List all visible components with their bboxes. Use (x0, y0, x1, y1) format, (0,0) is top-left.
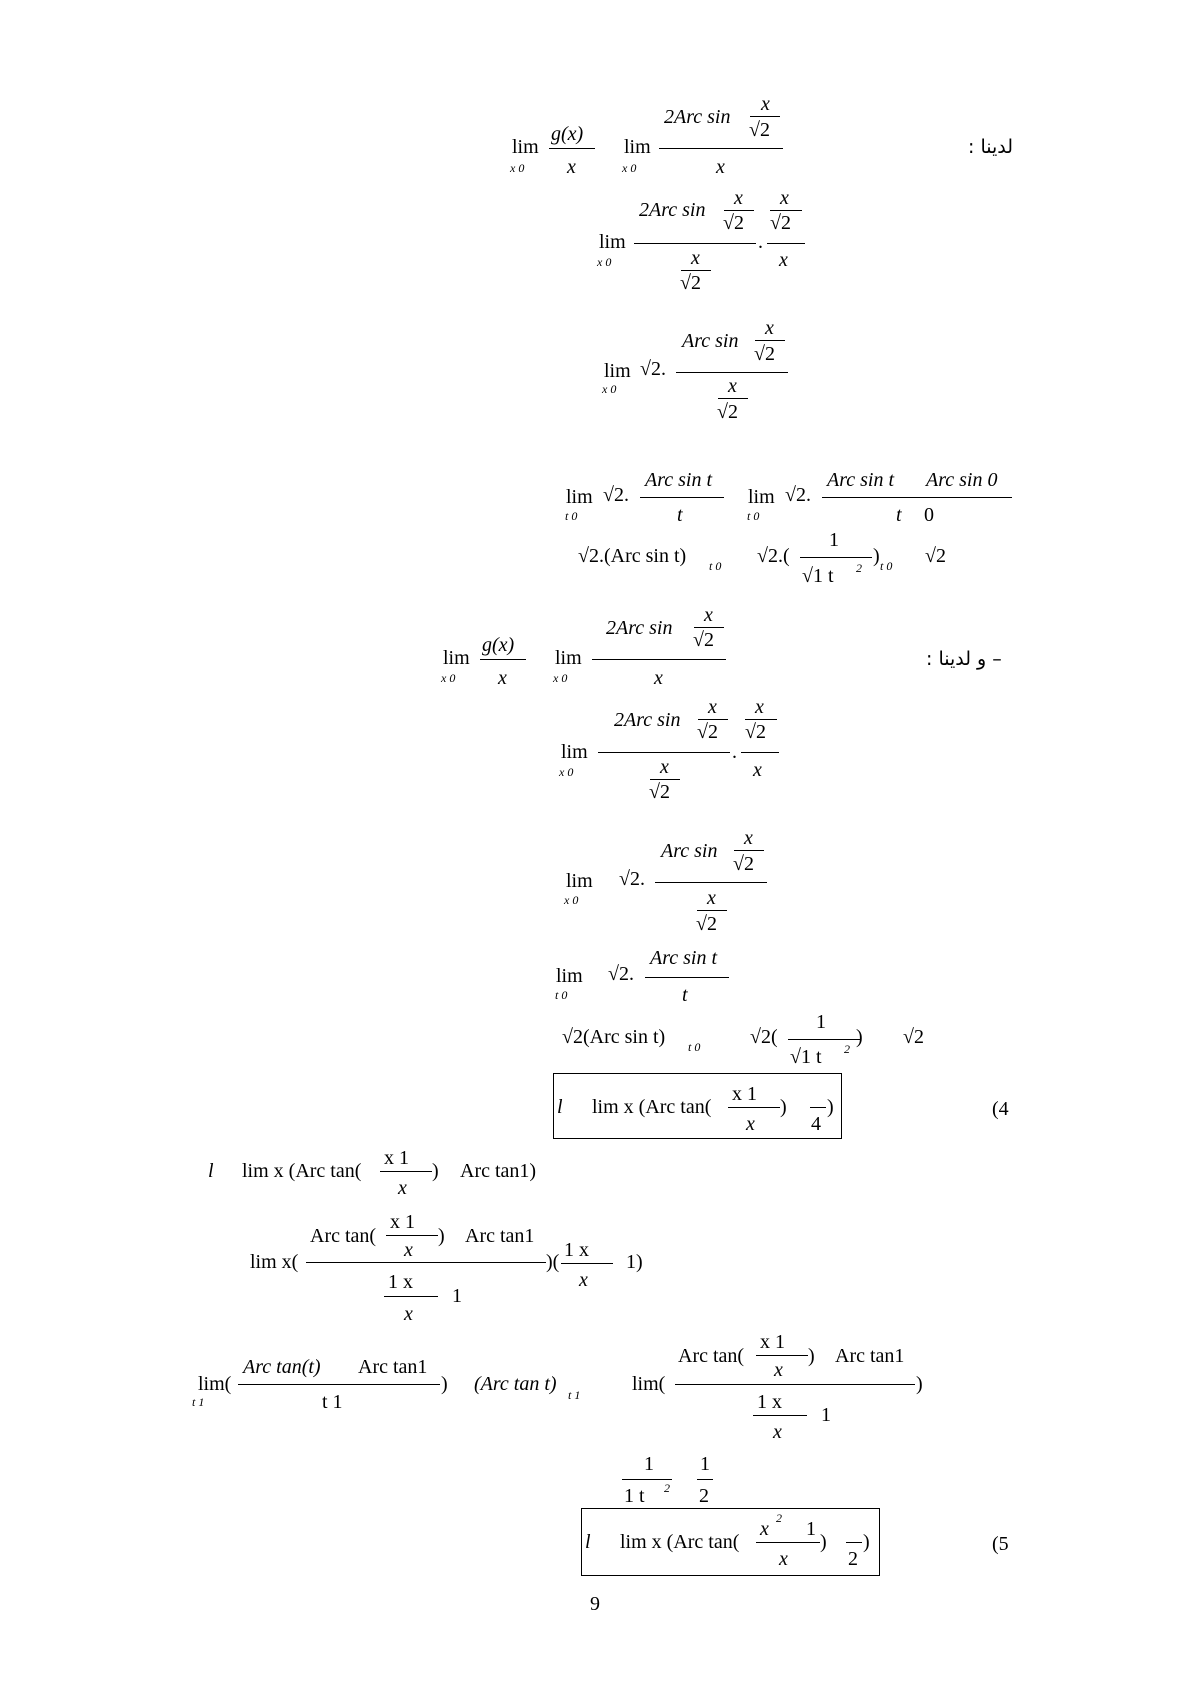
denominator-x: x (779, 249, 788, 271)
denominator-t: t (677, 504, 683, 526)
close-paren: ) (916, 1373, 923, 1395)
one-minus-x: 1 x (564, 1239, 589, 1261)
denominator-x: x (716, 156, 725, 178)
denominator-x: x (753, 759, 762, 781)
item-number-5: (5 (992, 1533, 1009, 1555)
denominator-x: x (654, 667, 663, 689)
fraction-bar (697, 910, 727, 911)
sqrt2-open: √2.( (757, 545, 790, 567)
fraction-bar (694, 627, 724, 628)
sqrt-1-t2: √1 t (802, 565, 834, 587)
lim-sub: x 0 (564, 893, 579, 907)
arctan1-tail: Arc tan1) (460, 1160, 537, 1182)
eval-sub: t 0 (688, 1040, 701, 1054)
denominator-x: x (746, 1113, 755, 1135)
fraction-bar (698, 719, 728, 720)
minus-1: 1 (452, 1285, 462, 1307)
denominator-2: 2 (699, 1485, 709, 1507)
deriv-arcsin: √2(Arc sin t) (562, 1026, 666, 1048)
label-and-have: – و لدينا : (926, 648, 1002, 670)
numerator-arcsin0: Arc sin 0 (926, 469, 998, 491)
dot: . (758, 231, 763, 253)
deriv-arcsin: √2.(Arc sin t) (578, 545, 687, 567)
l-symbol: l (585, 1531, 591, 1553)
lim-open: lim( (198, 1373, 232, 1395)
close-paren: ) (820, 1531, 827, 1553)
item-number-4: (4 (992, 1098, 1009, 1120)
small-x: x (761, 93, 770, 115)
numerator-arcsin: Arc sin (682, 330, 739, 352)
lim-x-arctan: lim x (Arc tan( (620, 1531, 740, 1553)
arctan1: Arc tan1 (835, 1345, 905, 1367)
numerator-arcsin: Arc sin (661, 840, 718, 862)
fraction-bar (822, 497, 1012, 498)
fraction-bar (750, 116, 780, 117)
fraction-bar (561, 1263, 613, 1264)
small-x: x (691, 247, 700, 269)
fraction-bar (767, 243, 805, 244)
sqrt2-dot: √2. (640, 358, 666, 380)
x-minus-1: x 1 (384, 1147, 409, 1169)
minus-1: 1 (821, 1404, 831, 1426)
close-paren: ) (780, 1096, 787, 1118)
tail-1: 1) (626, 1251, 643, 1273)
sqrt2: √2 (770, 212, 791, 234)
fraction-bar (384, 1296, 438, 1297)
sqrt2: √2 (697, 721, 718, 743)
fraction-bar (756, 1355, 808, 1356)
lim-sub: t 1 (192, 1395, 205, 1409)
lim-sub: t 0 (555, 988, 568, 1002)
fraction-bar (592, 659, 726, 660)
sqrt2: √2 (754, 343, 775, 365)
lim-sub: x 0 (553, 671, 568, 685)
small-x: x (765, 317, 774, 339)
l-symbol: l (557, 1096, 563, 1118)
lim-sub: x 0 (597, 255, 612, 269)
sqrt2-dot: √2. (785, 484, 811, 506)
denominator-4: 4 (811, 1113, 821, 1135)
fraction-bar (306, 1262, 546, 1263)
fraction-bar (697, 1479, 713, 1480)
lim-sub: x 0 (510, 161, 525, 175)
denominator-x: x (498, 667, 507, 689)
small-x: x (755, 696, 764, 718)
sqrt2-dot: √2. (619, 868, 645, 890)
numerator-arcsin-t: Arc sin t (827, 469, 895, 491)
small-x: x (734, 187, 743, 209)
x-minus-1: x 1 (732, 1083, 757, 1105)
small-x: x (704, 604, 713, 626)
eval-sub: t 1 (568, 1388, 581, 1402)
sqrt2-dot: √2. (603, 484, 629, 506)
numerator-gx: g(x) (551, 123, 584, 145)
denominator-x: x (567, 156, 576, 178)
lim: lim (599, 231, 626, 253)
sqrt2: √2 (680, 272, 701, 294)
small-x: x (404, 1303, 413, 1325)
square-exp: 2 (856, 561, 862, 575)
close-paren: ) (856, 1026, 863, 1048)
denominator-2: 2 (848, 1548, 858, 1570)
fraction-bar (734, 850, 764, 851)
sqrt2: √2 (723, 212, 744, 234)
fraction-bar (788, 1039, 860, 1040)
t-minus-1: t 1 (322, 1391, 343, 1413)
lim-x-arctan: lim x (Arc tan( (242, 1160, 362, 1182)
fraction-bar (846, 1542, 862, 1543)
denominator-0: 0 (924, 504, 934, 526)
fraction-bar (724, 210, 754, 211)
lim: lim (443, 647, 470, 669)
lim: lim (566, 486, 593, 508)
small-x: x (744, 827, 753, 849)
numerator-1: 1 (700, 1453, 710, 1475)
arctan1: Arc tan1 (465, 1225, 535, 1247)
fraction-bar (598, 752, 730, 753)
one-minus-x: 1 x (757, 1391, 782, 1413)
arctan-open: Arc tan( (310, 1225, 377, 1247)
numerator-1: 1 (829, 529, 839, 551)
sqrt2: √2 (733, 853, 754, 875)
lim: lim (555, 647, 582, 669)
close-paren: ) (441, 1373, 448, 1395)
denominator-x: x (779, 1548, 788, 1570)
denominator-x: x (579, 1269, 588, 1291)
lim: lim (604, 360, 631, 382)
x-squared: x (760, 1518, 769, 1540)
deriv-arctan: (Arc tan t) (474, 1373, 557, 1395)
fraction-bar (645, 977, 729, 978)
label-have: لدينا : (968, 136, 1014, 158)
small-x: x (708, 696, 717, 718)
numerator-2arcsin: 2Arc sin (614, 709, 681, 731)
fraction-bar (386, 1235, 438, 1236)
arctan-t: Arc tan(t) (243, 1356, 321, 1378)
fraction-bar (755, 340, 785, 341)
fraction-bar (718, 398, 748, 399)
close-paren: ) (438, 1225, 445, 1247)
small-x: x (774, 1359, 783, 1381)
lim-x-open: lim x( (250, 1251, 299, 1273)
fraction-bar (655, 882, 767, 883)
fraction-bar (728, 1107, 780, 1108)
fraction-bar (800, 557, 872, 558)
square-exp: 2 (776, 1511, 782, 1525)
close-open: )( (546, 1251, 560, 1273)
lim: lim (748, 486, 775, 508)
numerator-arcsin-t: Arc sin t (650, 947, 718, 969)
page-number: 9 (590, 1593, 600, 1615)
l-symbol: l (208, 1160, 214, 1182)
fraction-bar (681, 270, 711, 271)
sqrt-1-t2: √1 t (790, 1046, 822, 1068)
fraction-bar (770, 210, 802, 211)
close-paren: ) (873, 545, 880, 567)
lim-sub: t 0 (565, 509, 578, 523)
fraction-bar (650, 779, 680, 780)
result-sqrt2: √2 (925, 545, 946, 567)
lim-sub: x 0 (622, 161, 637, 175)
fraction-bar (675, 1384, 915, 1385)
result-sqrt2: √2 (903, 1026, 924, 1048)
close-paren: ) (863, 1531, 870, 1553)
sqrt2-dot: √2. (608, 963, 634, 985)
sqrt2: √2 (749, 119, 770, 141)
fraction-bar (753, 1415, 807, 1416)
square-exp: 2 (844, 1042, 850, 1056)
lim: lim (566, 870, 593, 892)
lim-sub: t 0 (747, 509, 760, 523)
x-minus-1: x 1 (390, 1211, 415, 1233)
minus-1: 1 (806, 1518, 816, 1540)
fraction-bar (810, 1107, 826, 1108)
numerator-2arcsin: 2Arc sin (639, 199, 706, 221)
denominator-t: t (682, 984, 688, 1006)
lim: lim (561, 741, 588, 763)
numerator-gx: g(x) (482, 634, 515, 656)
sqrt2: √2 (717, 401, 738, 423)
numerator-1: 1 (816, 1011, 826, 1033)
numerator-1: 1 (644, 1453, 654, 1475)
lim-x-arctan: lim x (Arc tan( (592, 1096, 712, 1118)
fraction-bar (480, 659, 526, 660)
fraction-bar (634, 243, 756, 244)
small-x: x (780, 187, 789, 209)
small-x: x (660, 756, 669, 778)
fraction-bar (549, 148, 595, 149)
small-x: x (728, 375, 737, 397)
x-minus-1: x 1 (760, 1331, 785, 1353)
sqrt2: √2 (649, 781, 670, 803)
numerator-2arcsin: 2Arc sin (664, 106, 731, 128)
eval-sub: t 0 (880, 559, 893, 573)
small-x: x (707, 887, 716, 909)
close-paren: ) (808, 1345, 815, 1367)
fraction-bar (659, 148, 783, 149)
fraction-bar (756, 1542, 820, 1543)
lim: lim (624, 136, 651, 158)
lim: lim (512, 136, 539, 158)
sqrt2: √2 (696, 913, 717, 935)
fraction-bar (622, 1479, 672, 1480)
fraction-bar (380, 1171, 432, 1172)
dot: . (732, 741, 737, 763)
square-exp: 2 (664, 1481, 670, 1495)
lim-sub: x 0 (441, 671, 456, 685)
fraction-bar (741, 752, 779, 753)
numerator-2arcsin: 2Arc sin (606, 617, 673, 639)
small-x: x (773, 1421, 782, 1443)
lim-sub: x 0 (602, 382, 617, 396)
fraction-bar (745, 719, 777, 720)
fraction-bar (676, 372, 788, 373)
close-paren: ) (432, 1160, 439, 1182)
arctan1: Arc tan1 (358, 1356, 428, 1378)
lim-open: lim( (632, 1373, 666, 1395)
one-minus-x: 1 x (388, 1271, 413, 1293)
sqrt2-open: √2( (750, 1026, 778, 1048)
denominator-t: t (896, 504, 902, 526)
eval-sub: t 0 (709, 559, 722, 573)
one-plus-t2: 1 t (624, 1485, 645, 1507)
denominator-x: x (398, 1177, 407, 1199)
fraction-bar (238, 1384, 440, 1385)
arctan-open: Arc tan( (678, 1345, 745, 1367)
small-x: x (404, 1239, 413, 1261)
lim-sub: x 0 (559, 765, 574, 779)
close-paren: ) (827, 1096, 834, 1118)
lim: lim (556, 965, 583, 987)
sqrt2: √2 (745, 721, 766, 743)
sqrt2: √2 (693, 629, 714, 651)
numerator-arcsin-t: Arc sin t (645, 469, 713, 491)
fraction-bar (640, 497, 724, 498)
